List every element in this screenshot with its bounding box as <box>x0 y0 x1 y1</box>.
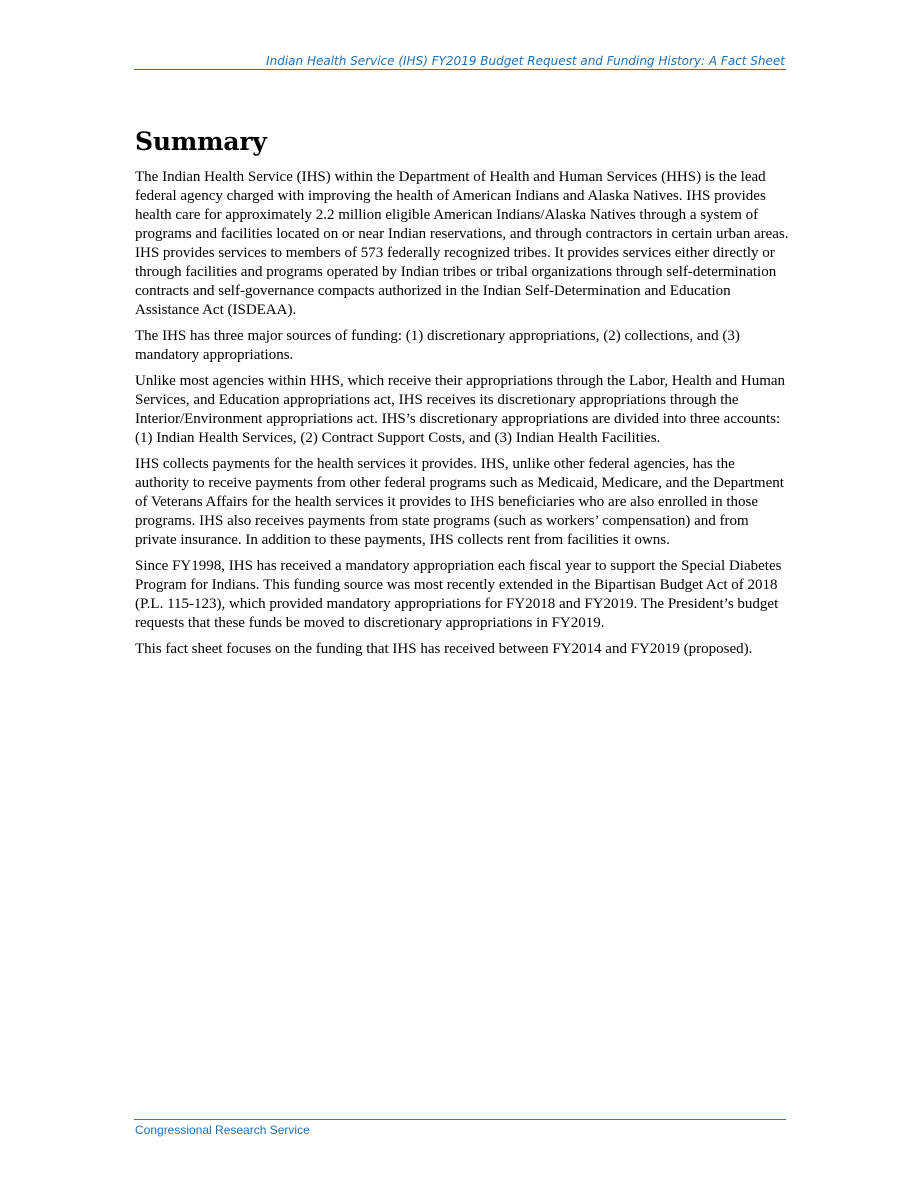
paragraph-scope: This fact sheet focuses on the funding that IHS has received between FY2014 and FY2019 (proposed). <box>135 641 753 657</box>
summary-body <box>135 168 791 666</box>
paragraph-collections: IHS collects payments for the health services it provides. IHS, unlike other federal agencies, has the authority to receive payments from other federal programs such as Medicaid, Medicare, and the Department of Veterans Affairs for the health services it provides to IHS beneficiaries who are also enrolled in those programs. IHS also receives payments from state programs (such as workers’ compensation) and from private insurance. In addition to these payments, IHS collects rent from facilities it owns. <box>135 456 784 548</box>
running-header <box>134 52 786 70</box>
paragraph-discretionary-appropriations: Unlike most agencies within HHS, which receive their appropriations through the Labor, Health and Human Services, and Education appropriations act, IHS receives its discretionary appropriations through the Interior/Environment appropriations act. IHS’s discretionary appropriations are divided into three accounts: (1) Indian Health Services, (2) Contract Support Costs, and (3) Indian Health Facilities. <box>135 373 786 446</box>
paragraph-funding-sources: The IHS has three major sources of funding: (1) discretionary appropriations, (2) collections, and (3) mandatory appropriations. <box>135 328 740 363</box>
paragraph-mandatory-appropriations: Since FY1998, IHS has received a mandatory appropriation each fiscal year to support the Special Diabetes Program for Indians. This funding source was most recently extended in the Bipartisan Budget Act of 2018 (P.L. 115-123), which provided mandatory appropriations for FY2018 and FY2019. The President’s budget requests that these funds be moved to discretionary appropriations in FY2019. <box>135 558 782 631</box>
running-header-title: Indian Health Service (IHS) FY2019 Budget Request and Funding History: A Fact Sheet <box>266 54 785 68</box>
page-footer <box>134 1119 786 1138</box>
paragraph-ihs-overview: The Indian Health Service (IHS) within the Department of Health and Human Services (HHS) is the lead federal agency charged with improving the health of American Indians and Alaska Natives. IHS provides health care for approximately 2.2 million eligible American Indians/Alaska Natives through a system of programs and facilities located on or near Indian reservations, and through contractors in certain urban areas. IHS provides services to members of 573 federally recognized tribes. It provides services either directly or through facilities and programs operated by Indian tribes or tribal organizations through self-determination contracts and self-governance compacts authorized in the Indian Self-Determination and Education Assistance Act (ISDEAA). <box>135 169 789 318</box>
footer-organization: Congressional Research Service <box>135 1123 310 1137</box>
section-title: Summary <box>135 127 267 156</box>
